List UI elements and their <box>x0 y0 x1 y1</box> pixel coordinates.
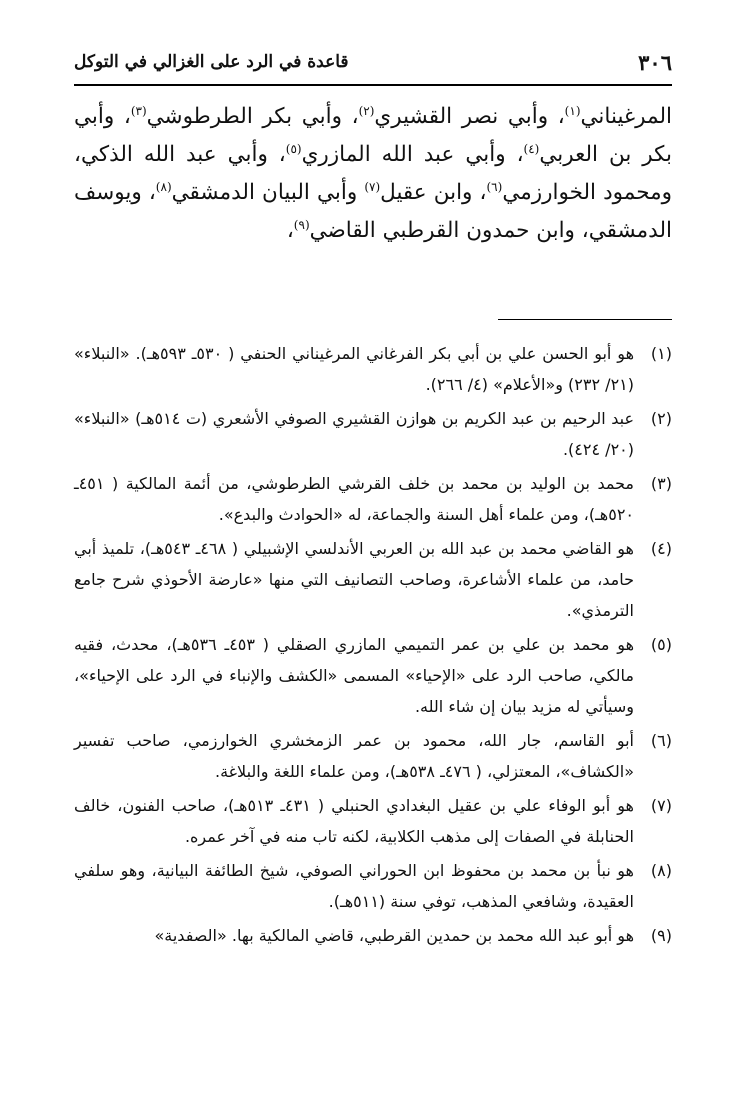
footnote-4 <box>74 533 672 626</box>
footnote-number: (٢) <box>650 409 672 428</box>
text-segment: ، وأبي عبد الله الذكي، ومحمود الخوارزمي <box>74 142 672 205</box>
footnote-ref-7[interactable]: (٧) <box>364 179 381 194</box>
footnote-number: (٩) <box>650 926 672 945</box>
page-number: ٣٠٦ <box>638 49 672 75</box>
text-segment: ، وأبي نصر القشيري <box>374 104 565 129</box>
footnote-number: (٣) <box>650 474 672 493</box>
footnote-number: (٥) <box>650 635 672 654</box>
footnote-8 <box>74 855 672 917</box>
footnote-ref-4[interactable]: (٤) <box>523 141 540 156</box>
header-rule <box>74 84 672 86</box>
text-segment: المرغيناني <box>580 104 672 129</box>
footnote-5 <box>74 629 672 722</box>
footnote-text: هو نبأ بن محمد بن محفوظ ابن الحوراني الصوفي، شيخ الطائفة البيانية، وهو سلفي العقيدة، وشافعي المذهب، توفي سنة (٥١١هـ). <box>74 861 634 911</box>
footnote-text: هو محمد بن علي بن عمر التميمي المازري الصقلي ( ٤٥٣ـ ٥٣٦هـ)، محدث، فقيه مالكي، صاحب الرد على «الإحياء» المسمى «الكشف والإنباء في الرد على الإحياء»، وسيأتي له مزيد بيان إن شاء الله. <box>74 635 635 716</box>
footnote-number: (٦) <box>650 731 672 750</box>
footnote-9 <box>74 920 672 951</box>
footnote-text: هو القاضي محمد بن عبد الله بن العربي الأندلسي الإشبيلي ( ٤٦٨ـ ٥٤٣هـ)، تلميذ أبي حامد، من علماء الأشاعرة، وصاحب التصانيف التي منها «عارضة الأحوذي شرح جامع الترمذي». <box>74 539 634 620</box>
text-segment: ، وأبي عبد الله المازري <box>301 142 524 167</box>
footnote-ref-9[interactable]: (٩) <box>293 217 310 232</box>
footnote-text: هو أبو الوفاء علي بن عقيل البغدادي الحنبلي ( ٤٣١ـ ٥١٣هـ)، صاحب الفنون، خالف الحنابلة في الصفات إلى مذهب الكلابية، لكنه تاب منه في آخر عمره. <box>74 796 634 846</box>
footnote-number: (٧) <box>650 796 672 815</box>
footnote-text: أبو القاسم، جار الله، محمود بن عمر الزمخشري الخوارزمي، صاحب تفسير «الكشاف»، المعتزلي، ( ٤٧٦ـ ٥٣٨هـ)، ومن علماء اللغة والبلاغة. <box>74 731 634 781</box>
text-segment: ، ويوسف الدمشقي، وابن حمدون القرطبي القاضي <box>74 180 672 243</box>
footnotes-list <box>74 338 672 954</box>
footnote-number: (٨) <box>650 861 672 880</box>
text-segment: ، وابن عقيل <box>380 180 487 205</box>
main-text <box>74 98 672 250</box>
footnote-ref-8[interactable]: (٨) <box>155 179 172 194</box>
text-segment: وأبي البيان الدمشقي <box>171 180 365 205</box>
footnote-number: (٤) <box>650 539 672 558</box>
text-segment: ، وأبي بكر بن العربي <box>74 104 673 167</box>
footnote-2 <box>74 403 672 465</box>
footnote-6 <box>74 725 672 787</box>
book-page <box>74 0 672 1107</box>
footnote-ref-1[interactable]: (١) <box>564 103 581 118</box>
footnote-1 <box>74 338 672 400</box>
text-segment: ، <box>286 218 294 243</box>
footnote-7 <box>74 790 672 852</box>
footnote-text: عبد الرحيم بن عبد الكريم بن هوازن القشيري الصوفي الأشعري (ت ٥١٤هـ) «النبلاء» (٢٠/ ٤٢٤). <box>74 409 635 459</box>
footnote-3 <box>74 468 672 530</box>
page-header <box>74 44 672 80</box>
footnote-separator <box>498 319 672 320</box>
running-title: قاعدة في الرد على الغزالي في التوكل <box>74 52 349 72</box>
footnote-ref-3[interactable]: (٣) <box>130 103 147 118</box>
footnote-text: هو أبو الحسن علي بن أبي بكر الفرغاني المرغيناني الحنفي ( ٥٣٠ـ ٥٩٣هـ). «النبلاء» (٢١/ ٢٣٢) و«الأعلام» (٤/ ٢٦٦). <box>74 344 635 394</box>
footnote-ref-2[interactable]: (٢) <box>358 103 375 118</box>
footnote-text: هو أبو عبد الله محمد بن حمدين القرطبي، قاضي المالكية بها. «الصفدية» <box>154 926 634 945</box>
footnote-text: محمد بن الوليد بن محمد بن خلف القرشي الطرطوشي، من أئمة المالكية ( ٤٥١ـ ٥٢٠هـ)، ومن علماء أهل السنة والجماعة، له «الحوادث والبدع». <box>74 474 634 524</box>
footnote-ref-5[interactable]: (٥) <box>285 141 302 156</box>
text-segment: ، وأبي بكر الطرطوشي <box>146 104 359 129</box>
footnote-number: (١) <box>650 344 672 363</box>
footnote-ref-6[interactable]: (٦) <box>486 179 503 194</box>
